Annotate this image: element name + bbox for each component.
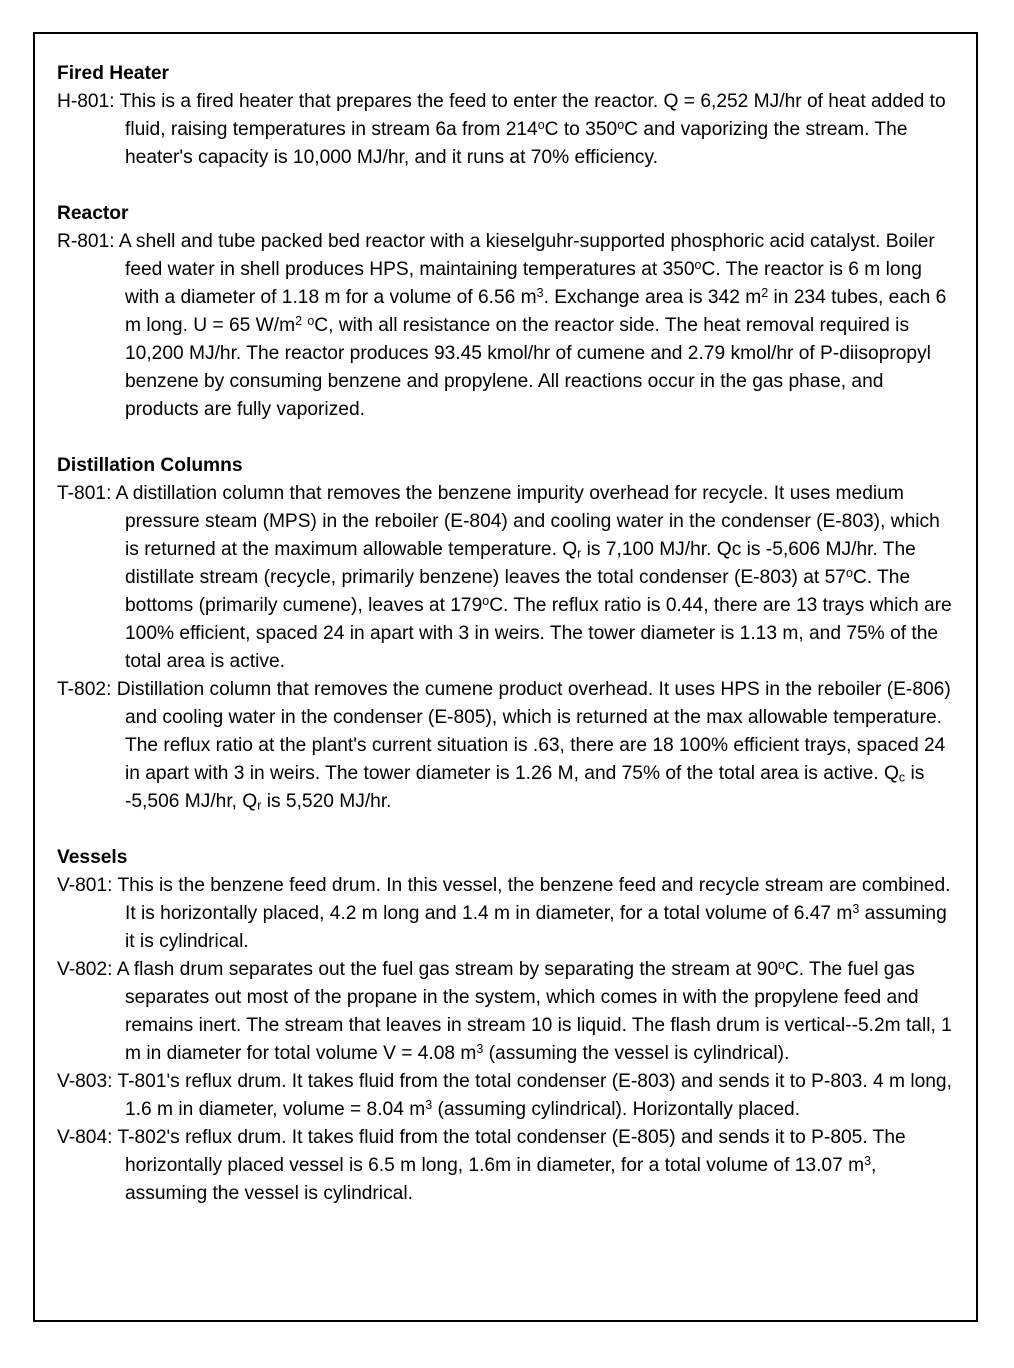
entry-h801: H-801: This is a fired heater that prepares the feed to enter the reactor. Q = 6,252 MJ/hr of heat added to fluid, raising temperatures in stream 6a from 214$^o$C to 350$^o$C and vaporizing the stream. The heater's capacity is 10,000 MJ/hr, and it runs at 70% efficiency. xyxy=(57,91,946,168)
entry-v804: V-804: T-802's reflux drum. It takes fluid from the total condenser (E-805) and sends it to P-805. The horizontally placed vessel is 6.5 m long, 1.6m in diameter, for a total volume of 13.07 $m^3$, assuming the vessel is cylindrical. xyxy=(57,1127,906,1204)
heading-reactor: Reactor xyxy=(57,203,129,224)
section-fired-heater xyxy=(57,60,958,172)
entry-r801: R-801: A shell and tube packed bed reactor with a kieselguhr-supported phosphoric acid catalyst. Boiler feed water in shell produces HPS, maintaining temperatures at 350$^o$C. The reactor is 6 m long with a diameter of 1.18 m for a volume of 6.56 $m^3$. Exchange area is 342 $m^2$ in 234 tubes, each 6 m long. U = 65 $W/m^2$ $^o$C, with all resistance on the reactor side. The heat removal required is 10,200 MJ/hr. The reactor produces 93.45 kmol/hr of cumene and 2.79 kmol/hr of P-diisopropyl benzene by consuming benzene and propylene. All reactions occur in the gas phase, and products are fully vaporized. xyxy=(57,231,947,420)
heading-vessels: Vessels xyxy=(57,847,128,868)
entry-t801: T-801: A distillation column that removes the benzene impurity overhead for recycle. It uses medium pressure steam (MPS) in the reboiler (E-804) and cooling water in the condenser (E-803), which is returned at the maximum allowable temperature. $Q_r$ is 7,100 MJ/hr. Qc is -5,606 MJ/hr. The distillate stream (recycle, primarily benzene) leaves the total condenser (E-803) at 57$^o$C. The bottoms (primarily cumene), leaves at 179$^o$C. The reflux ratio is 0.44, there are 13 trays which are 100% efficient, spaced 24 in apart with 3 in weirs. The tower diameter is 1.13 m, and 75% of the total area is active. xyxy=(57,483,952,672)
heading-fired-heater: Fired Heater xyxy=(57,63,169,84)
section-distillation-columns xyxy=(57,452,958,816)
section-vessels xyxy=(57,844,958,1208)
entry-v803: V-803: T-801's reflux drum. It takes fluid from the total condenser (E-803) and sends it to P-803. 4 m long, 1.6 m in diameter, volume = 8.04 $m^3$ (assuming cylindrical). Horizontally placed. xyxy=(57,1071,952,1120)
document-content xyxy=(57,60,958,1236)
entry-v801: V-801: This is the benzene feed drum. In this vessel, the benzene feed and recycle stream are combined. It is horizontally placed, 4.2 m long and 1.4 m in diameter, for a total volume of 6.47 $m^3$ assuming it is cylindrical. xyxy=(57,875,951,952)
entry-t802: T-802: Distillation column that removes the cumene product overhead. It uses HPS in the reboiler (E-806) and cooling water in the condenser (E-805), which is returned at the max allowable temperature. The reflux ratio at the plant's current situation is .63, there are 18 100% efficient trays, spaced 24 in apart with 3 in weirs. The tower diameter is 1.26 M, and 75% of the total area is active. $Q_c$ is -5,506 MJ/hr, $Q_r$ is 5,520 MJ/hr. xyxy=(57,679,951,813)
document-frame xyxy=(33,32,978,1322)
entry-v802: V-802: A flash drum separates out the fuel gas stream by separating the stream at 90$^o$C. The fuel gas separates out most of the propane in the system, which comes in with the propylene feed and remains inert. The stream that leaves in stream 10 is liquid. The flash drum is vertical--5.2m tall, 1 m in diameter for total volume V = 4.08 $m^3$ (assuming the vessel is cylindrical). xyxy=(57,957,952,1064)
heading-distillation-columns: Distillation Columns xyxy=(57,455,243,476)
section-reactor xyxy=(57,200,958,424)
